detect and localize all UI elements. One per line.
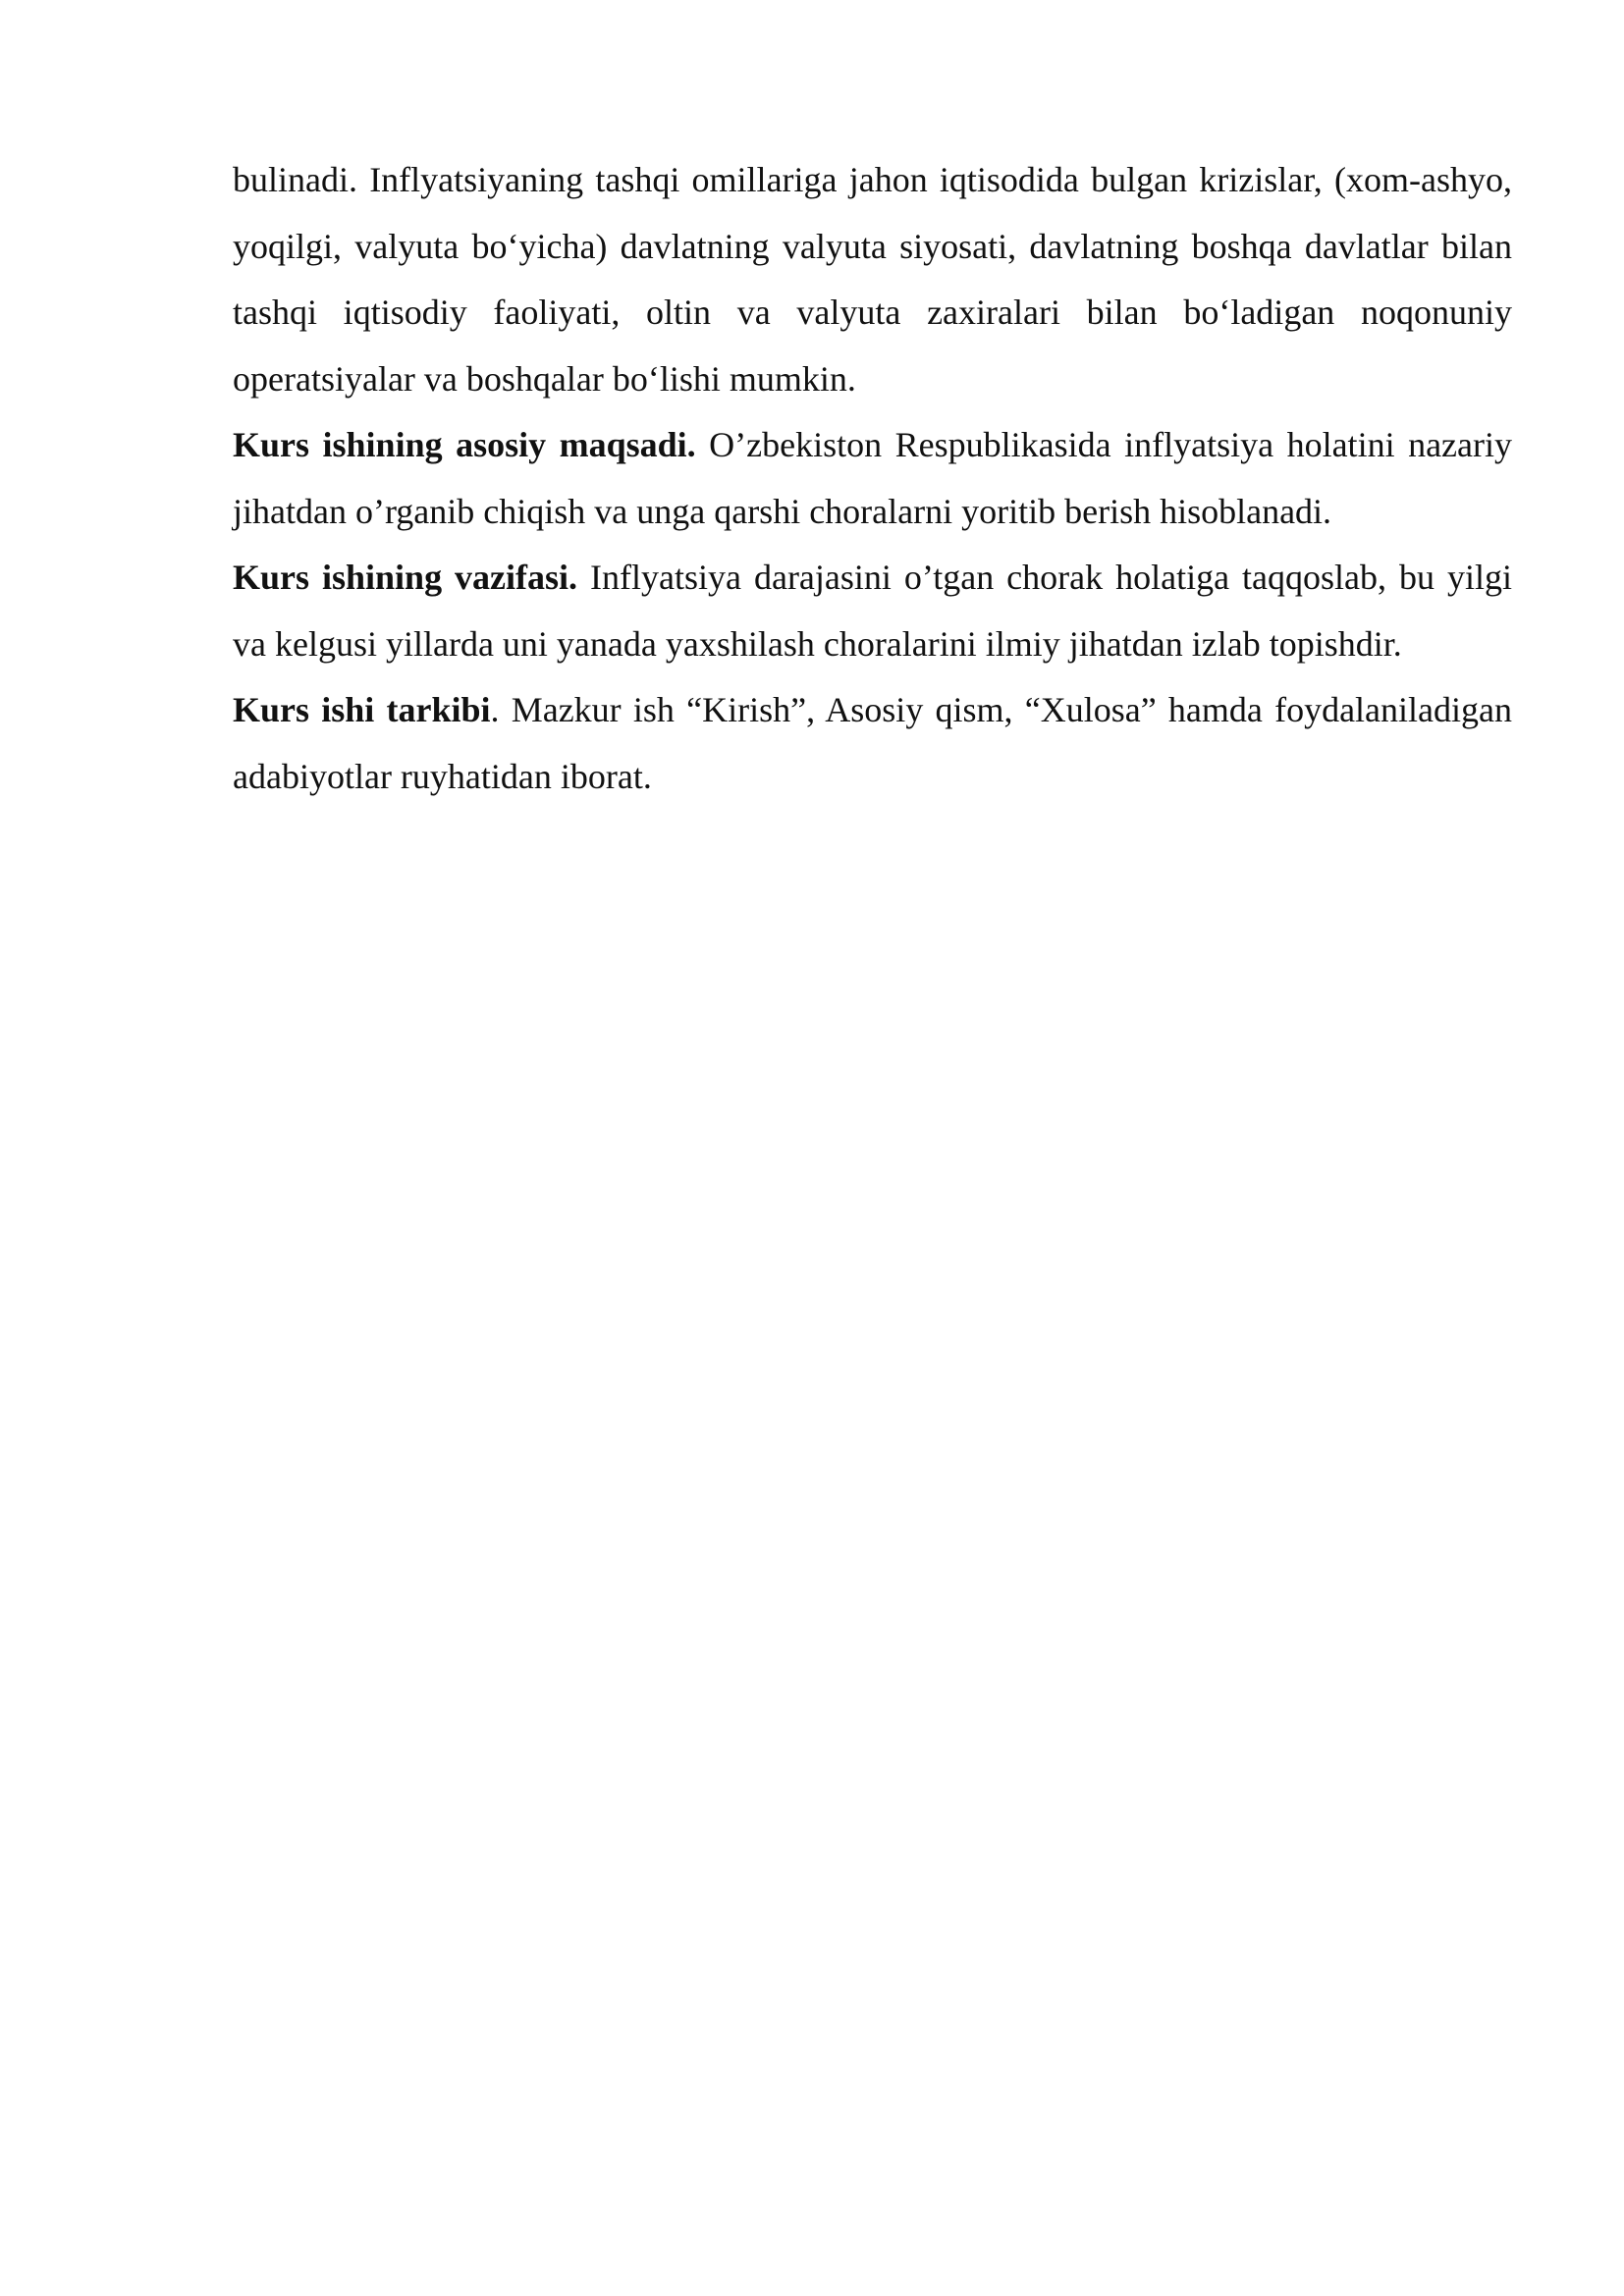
paragraph-heading: Kurs ishi tarkibi: [233, 690, 491, 729]
paragraph-text: Inflyatsiya darajasini o’tgan chorak holatiga taqqoslab, bu yilgi va kelgusi yillarda uni yanada yaxshilash choralarini ilmiy jihatdan izlab topishdir.: [233, 558, 1513, 664]
paragraph-text: Mazkur ish “Kirish”, Asosiy qism, “Xulosa” hamda foydalaniladigan adabiyotlar ruyhatidan iborat.: [233, 690, 1512, 796]
paragraph-text: O’zbekiston Respublikasida inflyatsiya holatini nazariy jihatdan o’rganib chiqish va unga qarshi choralarni yoritib berish hisoblanadi.: [233, 425, 1512, 531]
paragraph-text: bulinadi. Inflyatsiyaning tashqi omillariga jahon iqtisodida bulgan krizislar, (xom-ashyo, yoqilgi, valyuta bo‘yicha) davlatning valyuta siyosati, davlatning boshqa davlatlar bilan tashqi iqtisodiy faoliyati, oltin va valyuta zaxiralari bilan bo‘ladigan noqonuniy operatsiyalar va boshqalar bo‘lishi mumkin.: [233, 160, 1512, 399]
document-body: [233, 147, 1512, 810]
paragraph-heading-punct: .: [490, 690, 500, 729]
paragraph-heading: Kurs ishining asosiy maqsadi.: [233, 425, 696, 464]
paragraph-task: [233, 545, 1512, 677]
paragraph-heading: Kurs ishining vazifasi.: [233, 558, 578, 597]
paragraph-structure: [233, 677, 1512, 810]
paragraph-continuation: [233, 147, 1512, 412]
paragraph-main-goal: [233, 412, 1512, 545]
